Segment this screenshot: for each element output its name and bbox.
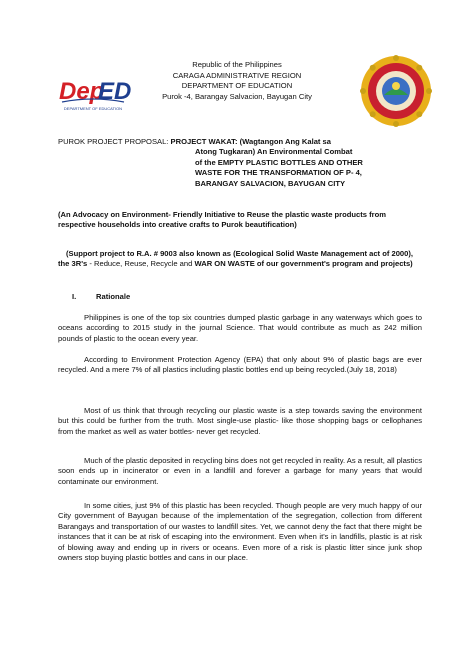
rationale-paragraph-1-text: Philippines is one of the top six countries dumped plastic garbage in any waterways which goes to oceans according to 2015 study in the journal Science. That would contribute as much as 242 million pounds of plastic to the ocean every year.	[58, 313, 422, 343]
section-number: I.	[72, 292, 77, 301]
deped-logo-text-dep: Dep	[59, 78, 105, 105]
proposal-title-line-3: of the EMPTY PLASTIC BOTTLES AND OTHER	[195, 157, 363, 167]
proposal-title-line-1: PROJECT WAKAT: (Wagtangon Ang Kalat sa	[170, 137, 331, 146]
rationale-paragraph-1	[58, 313, 422, 344]
rationale-paragraph-5	[58, 501, 422, 563]
header-address: Purok -4, Barangay Salvacion, Bayugan City	[162, 91, 312, 101]
rationale-paragraph-2	[58, 355, 422, 376]
support-statement-part-1: (Support project to R.A. # 9003 also known as (Ecological Solid Waste Management act of 2000), the 3R's	[58, 249, 413, 269]
header-region: CARAGA ADMINISTRATIVE REGION	[172, 70, 302, 80]
support-statement-part-3: WAR ON WASTE of our government's program and projects)	[192, 259, 413, 269]
support-statement	[58, 249, 422, 270]
deped-logo-text-ed: ED	[98, 78, 132, 105]
proposal-title-line-2: Atong Tugkaran) An Environmental Combat	[195, 147, 353, 157]
advocacy-statement: (An Advocacy on Environment- Friendly Initiative to Reuse the plastic waste products from respective households into creative crafts to Purok beautification)	[58, 210, 386, 230]
section-heading-rationale	[72, 292, 130, 301]
rationale-paragraph-5-text: In some cities, just 9% of this plastic has been recycled. Though people are very much happy of our City government of Bayugan because of the implementation of the segregation, collection from different Barangays and transportation of our wastes to landfill sites. Yet, we cannot deny the fact that there might be instances that it can be at risk of escaping into the environment. Even when it's in landfills, plastic is at risk of blowing away and ending up in rivers or oceans. Even more of a risk is plastic litter since junk shop owners stop buying plastic bottles and cans in our place.	[58, 501, 422, 563]
deped-logo	[58, 72, 132, 114]
proposal-title-line-5: BARANGAY SALVACION, BAYUGAN CITY	[195, 178, 346, 188]
header-department: DEPARTMENT OF EDUCATION	[181, 81, 293, 91]
deped-logo-subtext: DEPARTMENT OF EDUCATION	[63, 106, 123, 111]
barangay-seal-icon	[360, 55, 432, 127]
rationale-paragraph-4-text: Much of the plastic deposited in recycling bins does not get recycled in reality. As a result, all plastics soon ends up in incinerator or even in a landfill and forever a garbage for many years that would contaminate our environment.	[58, 456, 422, 486]
section-title: Rationale	[96, 292, 131, 301]
support-statement-part-2-normal: - Reduce, Reuse, Recycle and	[87, 259, 193, 269]
proposal-label: PUROK PROJECT PROPOSAL:	[58, 137, 169, 146]
letterhead	[130, 60, 344, 102]
rationale-paragraph-4	[58, 456, 422, 487]
rationale-paragraph-3	[58, 406, 422, 437]
proposal-title-line-4: WASTE FOR THE TRANSFORMATION OF P- 4,	[195, 168, 362, 178]
rationale-paragraph-3-text: Most of us think that through recycling our plastic waste is a step towards saving the environment but this could be further from the truth. Most single-use plastic- like those shopping bags or cellophanes from the market as well as water bottles- never get recycled.	[58, 406, 422, 436]
proposal-title-block	[58, 137, 422, 189]
rationale-paragraph-2-text: According to Environment Protection Agency (EPA) that only about 9% of plastic bags are ever recycled. And a mere 7% of all plastics including plastic bottles end up being recycled.(July 18, 2018)	[58, 355, 422, 375]
header-republic: Republic of the Philippines	[192, 60, 282, 69]
